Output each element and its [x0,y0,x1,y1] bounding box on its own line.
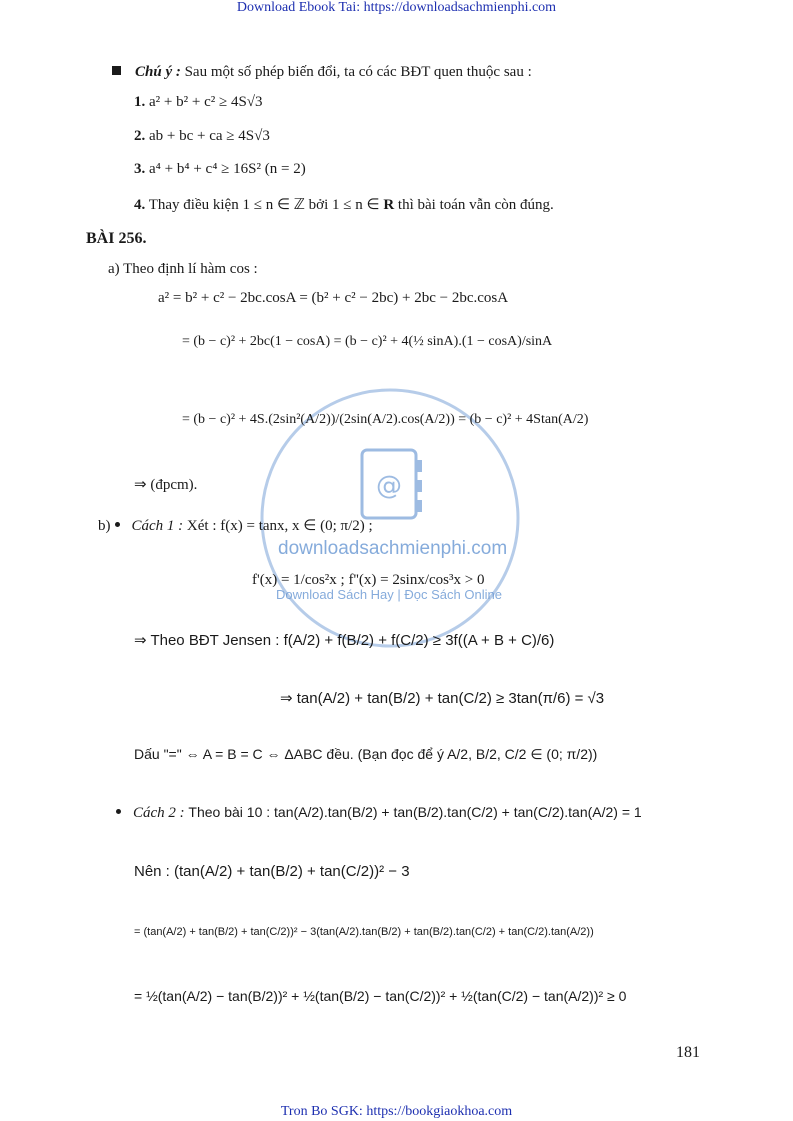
expansion-step-2: = ½(tan(A/2) − tan(B/2))² + ½(tan(B/2) − tan(C/2))² + ½(tan(C/2) − tan(A/2))² ≥ 0 [134,988,627,1004]
equality-line: Dấu "=" ⇔ A = B = C ⇔ ΔABC đều. (Bạn đọc để ý A/2, B/2, C/2 ∈ (0; π/2)) [134,746,598,762]
item-text: a² + b² + c² ≥ 4S√3 [149,94,263,110]
equation-step-2: = (b − c)² + 2bc(1 − cosA) = (b − c)² + 4(½ sinA).(1 − cosA)/sinA [182,334,553,349]
square-bullet-icon [112,66,121,75]
item-number: 4. [134,197,146,213]
nen-line: Nên : (tan(A/2) + tan(B/2) + tan(C/2))² − 3 [134,863,410,880]
method1-label: Cách 1 : [131,518,184,534]
problem-title: BÀI 256. [86,230,147,247]
note-item-2 [134,128,270,145]
note-item-4 [134,195,554,214]
note-label: Chú ý : [135,64,181,80]
part-b-label: b) [98,518,111,534]
jensen-line: ⇒ Theo BĐT Jensen : f(A/2) + f(B/2) + f(C/2) ≥ 3f((A + B + C)/6) [134,632,555,649]
item-text: a⁴ + b⁴ + c⁴ ≥ 16S² (n = 2) [149,161,306,177]
expansion-step-1: = (tan(A/2) + tan(B/2) + tan(C/2))² − 3(tan(A/2).tan(B/2) + tan(B/2).tan(C/2) + tan(C/2).tan(A/2)) [134,926,594,938]
item-text: Thay điều kiện 1 ≤ n ∈ ℤ bởi 1 ≤ n ∈ [148,197,380,213]
page-number: 181 [676,1044,700,1061]
derivatives-line: f'(x) = 1/cos²x ; f''(x) = 2sinx/cos³x > 0 [252,572,485,588]
method2-intro-text: Theo bài 10 : tan(A/2).tan(B/2) + tan(B/2).tan(C/2) + tan(C/2).tan(A/2) = 1 [188,804,642,820]
equation-cosine-law: a² = b² + c² − 2bc.cosA = (b² + c² − 2bc) + 2bc − 2bc.cosA [158,290,509,306]
footer-sgk-banner[interactable]: Tron Bo SGK: https://bookgiaokhoa.com [280,1104,513,1119]
method2-line [116,804,642,822]
watermark-site-text: downloadsachmienphi.com [278,538,508,559]
bullet-icon [116,809,121,814]
part-b-method1-intro [98,516,373,535]
header-download-banner[interactable]: Download Ebook Tai: https://downloadsachmienphi.com [236,0,557,15]
svg-text:@: @ [376,471,402,501]
item-number: 2. [134,128,146,144]
note-item-1 [134,94,263,111]
note-item-3 [134,161,306,178]
method2-label: Cách 2 : [133,805,185,821]
part-a-intro-text: Theo định lí hàm cos : [123,261,258,277]
bullet-icon [115,522,120,527]
address-book-at-icon [362,450,422,518]
part-a-conclusion: ⇒ (đpcm). [134,477,198,493]
item-text: thì bài toán vẫn còn đúng. [397,197,554,213]
note-text: Sau một số phép biến đổi, ta có các BĐT quen thuộc sau : [184,64,532,80]
equation-step-3: = (b − c)² + 4S.(2sin²(A/2))/(2sin(A/2).cos(A/2)) = (b − c)² + 4Stan(A/2) [182,412,589,427]
jensen-result-line: ⇒ tan(A/2) + tan(B/2) + tan(C/2) ≥ 3tan(π/6) = √3 [280,690,605,707]
watermark-tagline-text: Download Sách Hay | Đọc Sách Online [276,587,502,602]
note-line [112,64,532,81]
item-number: 3. [134,161,146,177]
method1-intro-text: Xét : f(x) = tanx, x ∈ (0; π/2) ; [186,518,373,534]
part-a-intro [108,261,258,278]
part-a-label: a) [108,261,120,277]
item-text: ab + bc + ca ≥ 4S√3 [149,128,270,144]
item-number: 1. [134,94,146,110]
real-set-symbol: R [383,197,395,213]
